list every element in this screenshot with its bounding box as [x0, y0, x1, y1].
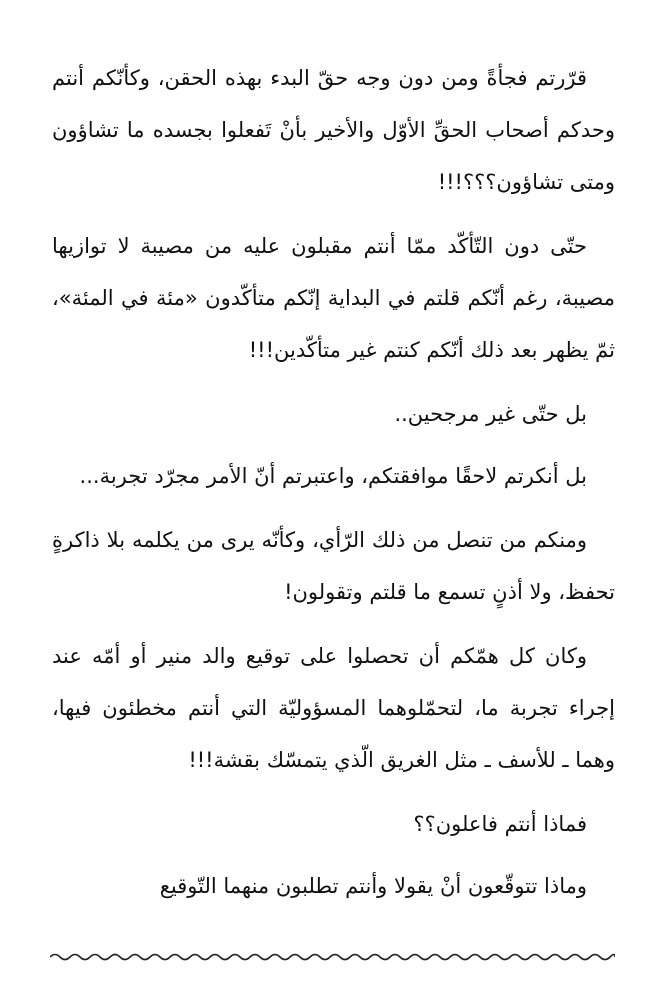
paragraph-signature: وكان كل همّكم أن تحصلوا على توقيع والد منير أو أمّه عند إجراء تجربة ما، لتحمّلوهما المسؤوليّة التي أنتم مخطئون فيها، وهما ـ للأسف ـ مثل الغريق الّذي يتمسّك بقشة!!! [52, 644, 615, 772]
paragraph-question: فماذا أنتم فاعلون؟؟ [413, 812, 587, 836]
paragraph-expectation: وماذا تتوقّعون أنْ يقولا وأنتم تطلبون منهما التّوقيع [159, 874, 587, 898]
wavy-divider-line [50, 950, 615, 964]
paragraph-decision: قرّرتم فجأةً ومن دون وجه حقّ البدء بهذه الحقن، وكأنّكم أنتم وحدكم أصحاب الحقِّ الأوّل والأخير بأنْ تَفعلوا بجسده ما تشاؤون ومتى تشاؤون؟؟؟!!! [52, 66, 615, 194]
paragraph-denial: بل أنكرتم لاحقًا موافقتكم، واعتبرتم أنّ الأمر مجرّد تجربة... [79, 464, 587, 488]
paragraph-disavowal: ومنكم من تنصل من ذلك الرّأي، وكأنّه يرى من يكلمه بلا ذاكرةٍ تحفظ، ولا أذنٍ تسمع ما قلتم وتقولون! [52, 528, 615, 604]
wavy-divider [50, 950, 615, 964]
paragraph-certainty: حتّى دون التّأكّد ممّا أنتم مقبلون عليه من مصيبة لا توازيها مصيبة، رغم أنّكم قلتم في البداية إنّكم متأكّدون «مئة في المئة»، ثمّ يظهر بعد ذلك أنّكم كنتم غير متأكّدين!!! [52, 234, 615, 362]
paragraph-not-likely: بل حتّى غير مرجحين.. [394, 402, 587, 426]
